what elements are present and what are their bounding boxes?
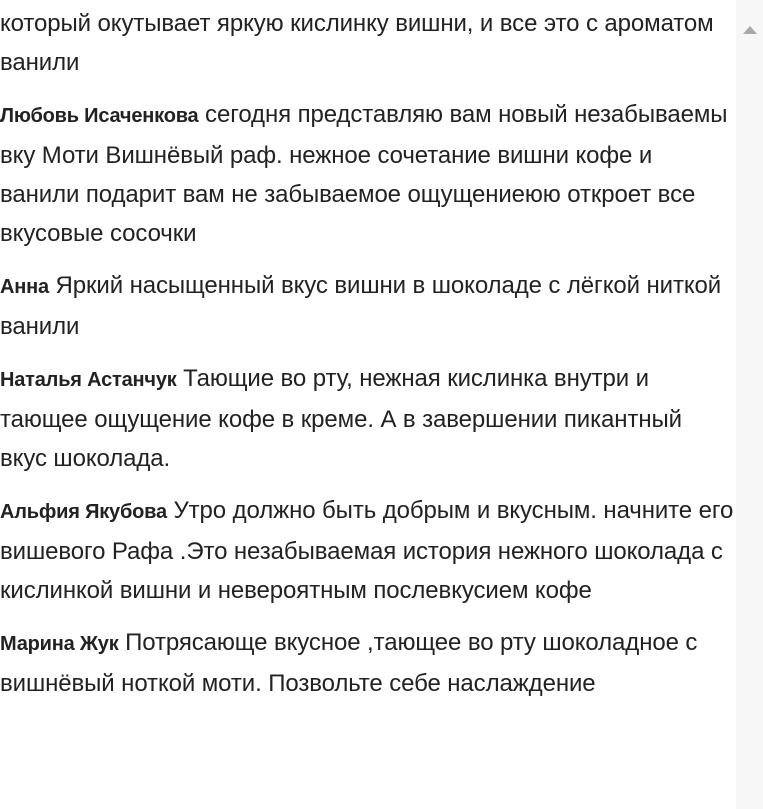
- review-author: Анна: [0, 276, 49, 298]
- review-text: Утро должно быть добрым и вкусным. начните его вишевого Рафа .Это незабываемая история нежного шоколада с кислинкой вишни и невероятным послевкусием кофе: [0, 497, 734, 604]
- chevron-up-icon[interactable]: [743, 26, 757, 34]
- review-text: сегодня представляю вам новый незабываемы вку Моти Вишнёвый раф. нежное сочетание вишни кофе и ванили подарит вам не забываемое ощущениеюю откроет все вкусовые сосочки: [0, 101, 728, 247]
- review-text: который окутывает яркую кислинку вишни, и все это с ароматом ванили: [0, 10, 714, 76]
- review-text: Яркий насыщенный вкус вишни в шоколаде с лёгкой ниткой ванили: [0, 272, 722, 340]
- vertical-scrollbar[interactable]: [736, 0, 763, 809]
- review-item: [0, 359, 735, 478]
- review-author: Наталья Астанчук: [0, 369, 177, 391]
- review-item: [0, 491, 735, 610]
- review-text: Тающие во рту, нежная кислинка внутри и тающее ощущение кофе в креме. А в завершении пикантный вкус шоколада.: [0, 365, 682, 472]
- review-item: [0, 623, 735, 703]
- review-author: Марина Жук: [0, 633, 119, 655]
- review-text: Потрясающе вкусное ,тающее во рту шоколадное с вишнёвый ноткой моти. Позвольте себе наслаждение: [0, 629, 698, 697]
- review-item: [0, 266, 735, 346]
- review-item: [0, 95, 735, 253]
- review-item: [0, 4, 735, 82]
- review-author: Любовь Исаченкова: [0, 105, 199, 127]
- review-author: Альфия Якубова: [0, 501, 167, 523]
